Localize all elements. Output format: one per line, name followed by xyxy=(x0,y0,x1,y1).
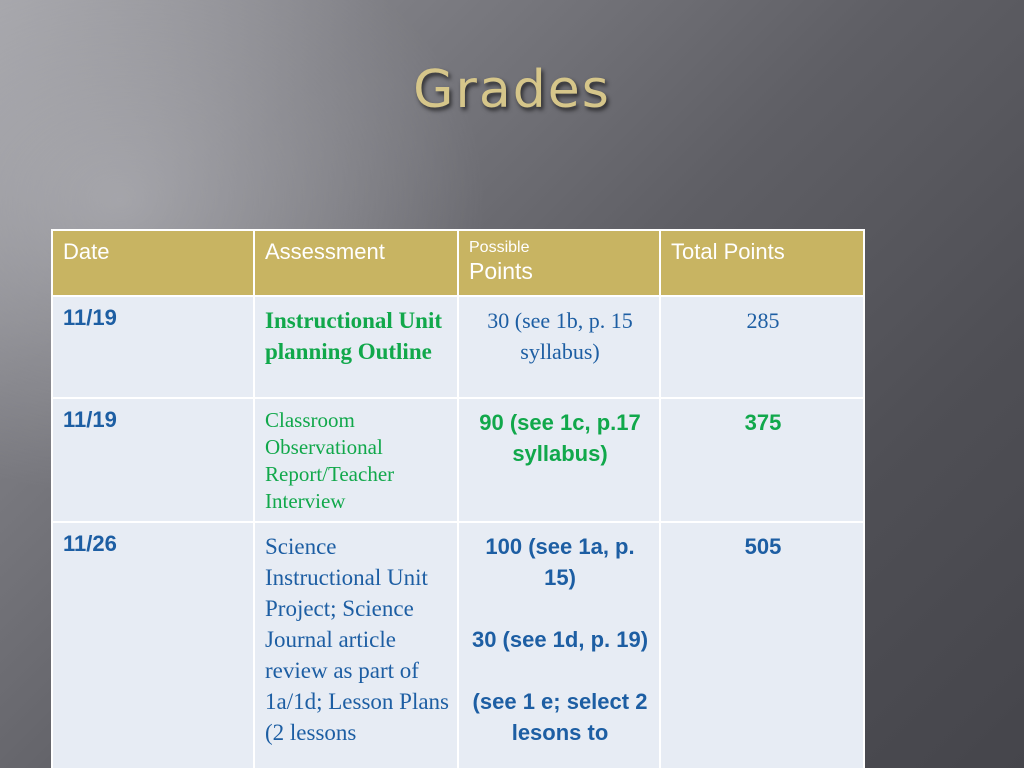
possible-points-line-3: (see 1 e; select 2 lesons to xyxy=(472,689,648,745)
row-date: 11/19 xyxy=(52,398,254,522)
table-row xyxy=(52,398,864,522)
header-total-points: Total Points xyxy=(660,230,864,296)
row-assessment: Science Instructional Unit Project; Science Journal article review as part of 1a/1d; Lesson Plans (2 lessons xyxy=(254,522,458,768)
table-row xyxy=(52,296,864,398)
header-possible-points xyxy=(458,230,660,296)
header-possible-line1: Possible xyxy=(469,239,530,256)
table-row xyxy=(52,522,864,768)
row-possible-points: 30 (see 1b, p. 15 syllabus) xyxy=(458,296,660,398)
header-possible-line2: Points xyxy=(469,258,533,284)
slide-title: Grades xyxy=(413,60,611,120)
row-total-points: 285 xyxy=(660,296,864,398)
row-date: 11/26 xyxy=(52,522,254,768)
row-total-points: 375 xyxy=(660,398,864,522)
row-total-points: 505 xyxy=(660,522,864,768)
possible-points-line-2: 30 (see 1d, p. 19) xyxy=(471,627,649,652)
row-assessment: Instructional Unit planning Outline xyxy=(254,296,458,398)
row-assessment: Classroom Observational Report/Teacher Interview xyxy=(254,398,458,522)
row-possible-points xyxy=(458,522,660,768)
header-assessment: Assessment xyxy=(254,230,458,296)
row-date: 11/19 xyxy=(52,296,254,398)
grades-table xyxy=(51,229,865,768)
possible-points-line-1: 100 (see 1a, p. 15) xyxy=(485,534,635,590)
row-possible-points: 90 (see 1c, p.17 syllabus) xyxy=(458,398,660,522)
table-header-row xyxy=(52,230,864,296)
header-date: Date xyxy=(52,230,254,296)
